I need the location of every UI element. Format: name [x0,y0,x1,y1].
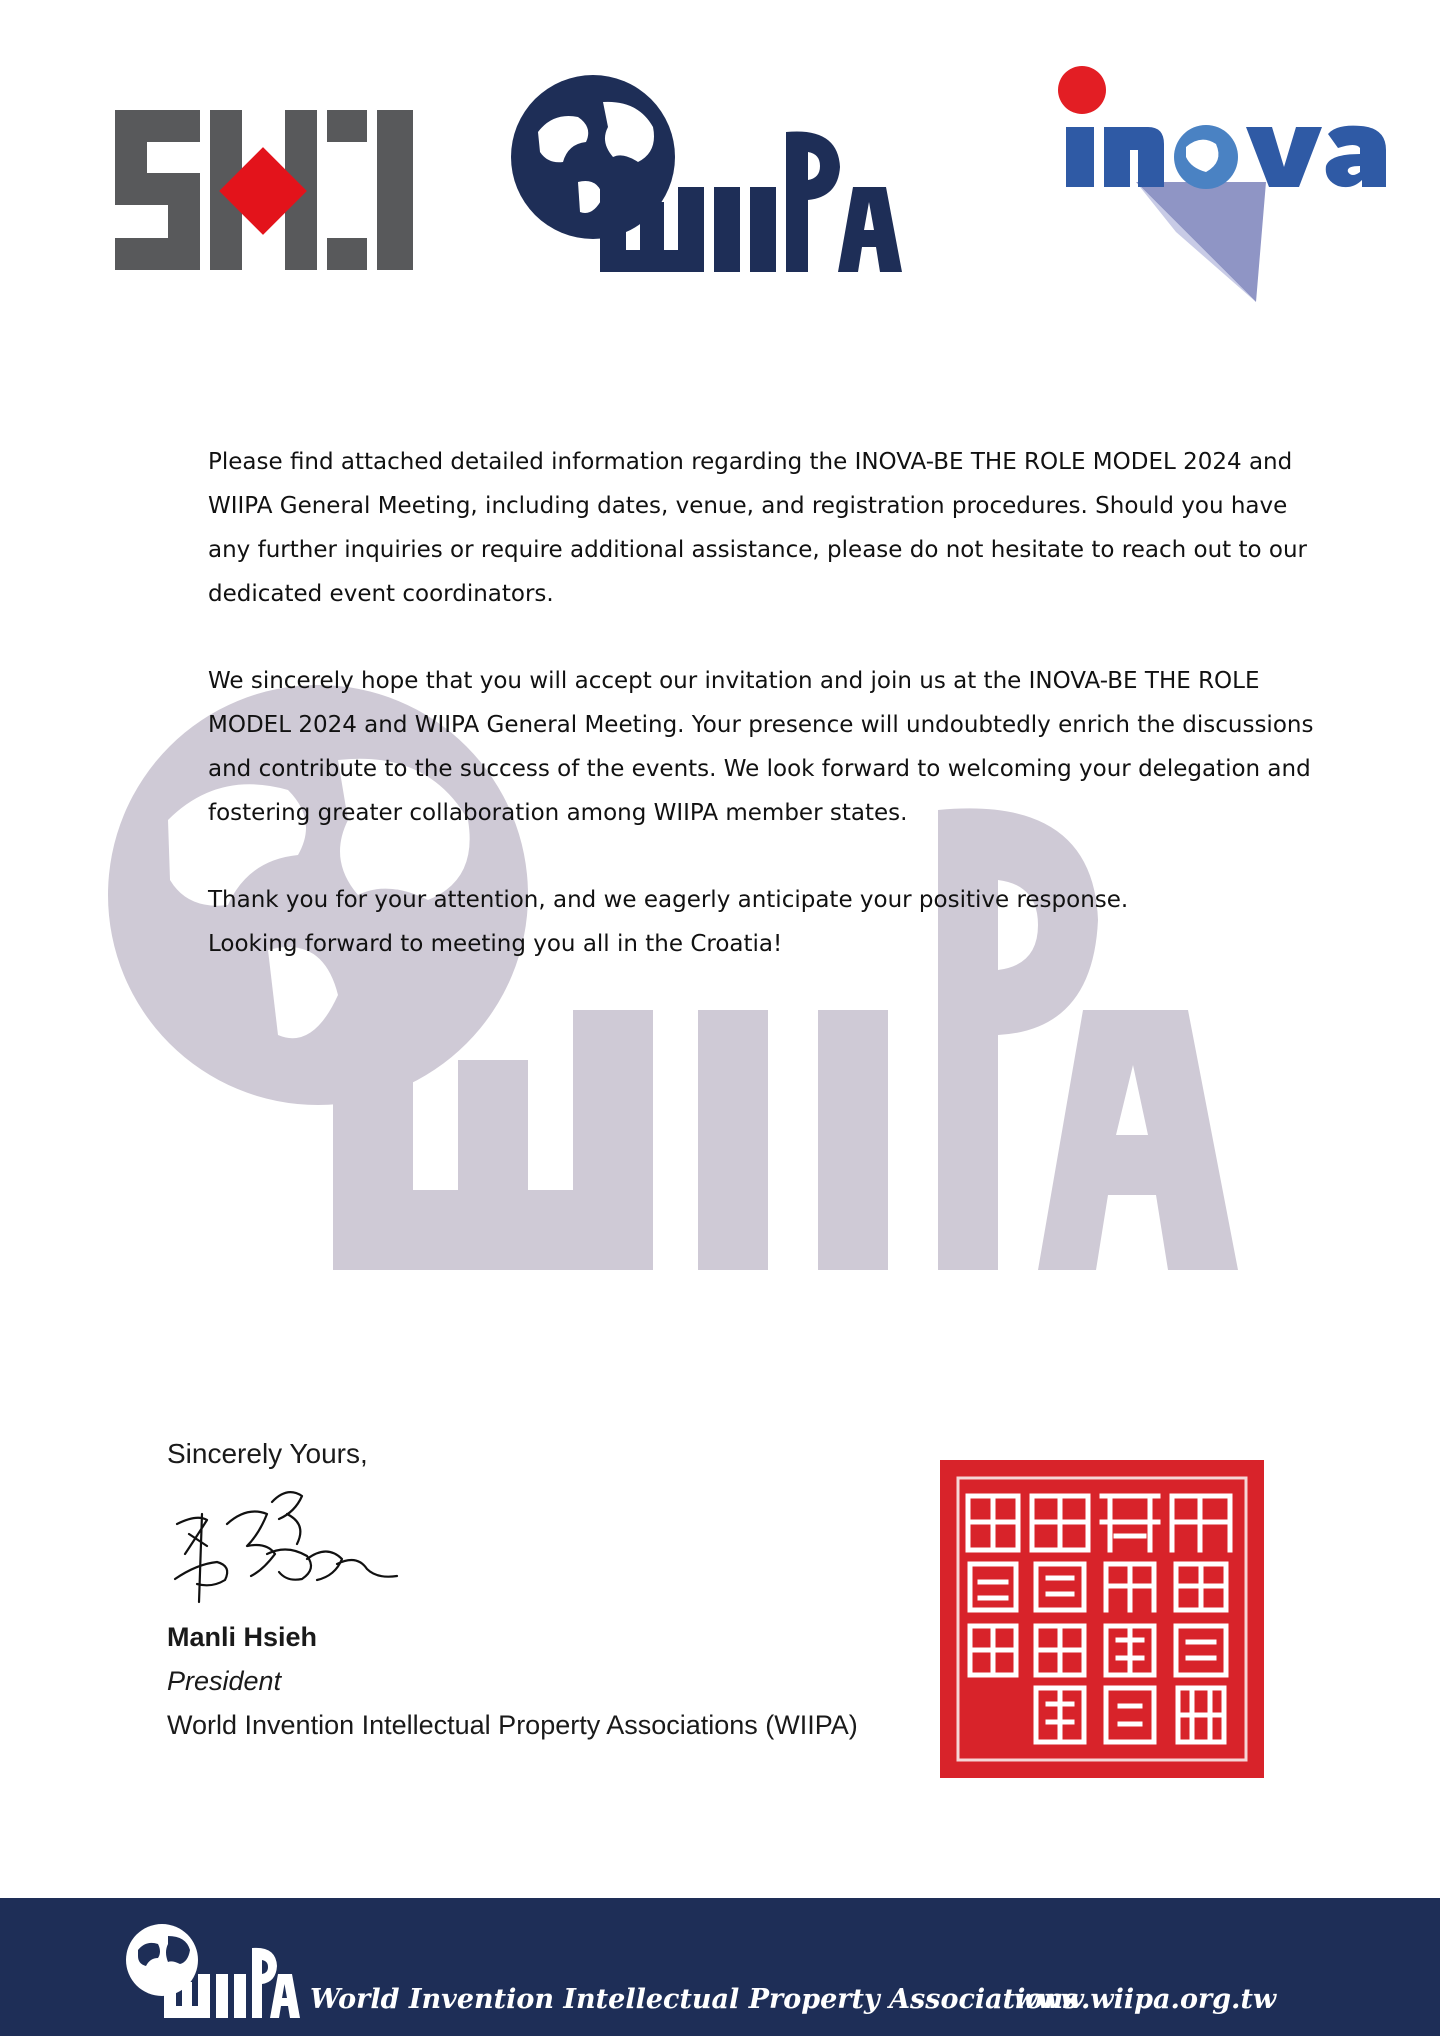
letter-paragraph: Thank you for your attention, and we eagerly anticipate your positive response. [208,887,1129,913]
letter-paragraph: Please find attached detailed information regarding the INOVA-BE THE ROLE MODEL 2024 and WIIPA General Meeting, including dates, venue, and registration procedures. Should you have any further inquiries or require additional assistance, please do not hesitate to reach out to our dedicated event coordinators. [208,449,1308,607]
wiipa-footer-logo-icon [124,1922,304,2027]
header-logos [0,0,1440,320]
signatory-role: President [167,1666,282,1696]
red-seal-stamp-icon [940,1460,1264,1778]
footer-organization: World Invention Intellectual Property Associations [310,1984,1079,2015]
letter-body [208,440,1318,966]
signatory-name: Manli Hsieh [167,1622,318,1652]
salutation: Sincerely Yours, [167,1438,368,1469]
closing-block [167,1438,858,1741]
letter-paragraph: Looking forward to meeting you all in the Croatia! [208,931,783,957]
handwritten-signature-icon [167,1484,858,1614]
shi-logo-icon [115,110,415,270]
footer-website-link[interactable]: www.wiipa.org.tw [1014,1984,1277,2015]
footer-bar [0,1898,1440,2036]
letter-paragraph: We sincerely hope that you will accept our invitation and join us at the INOVA-BE THE ROLE MODEL 2024 and WIIPA General Meeting. Your presence will undoubtedly enrich the discussions and contribute to the success of the events. We look forward to welcoming your delegation and fostering greater collaboration among WIIPA member states. [208,668,1314,826]
signatory-organization: World Invention Intellectual Property Associations (WIIPA) [167,1710,858,1740]
wiipa-globe-logo-icon [508,72,908,282]
inova-globe-logo-icon [1056,62,1396,302]
